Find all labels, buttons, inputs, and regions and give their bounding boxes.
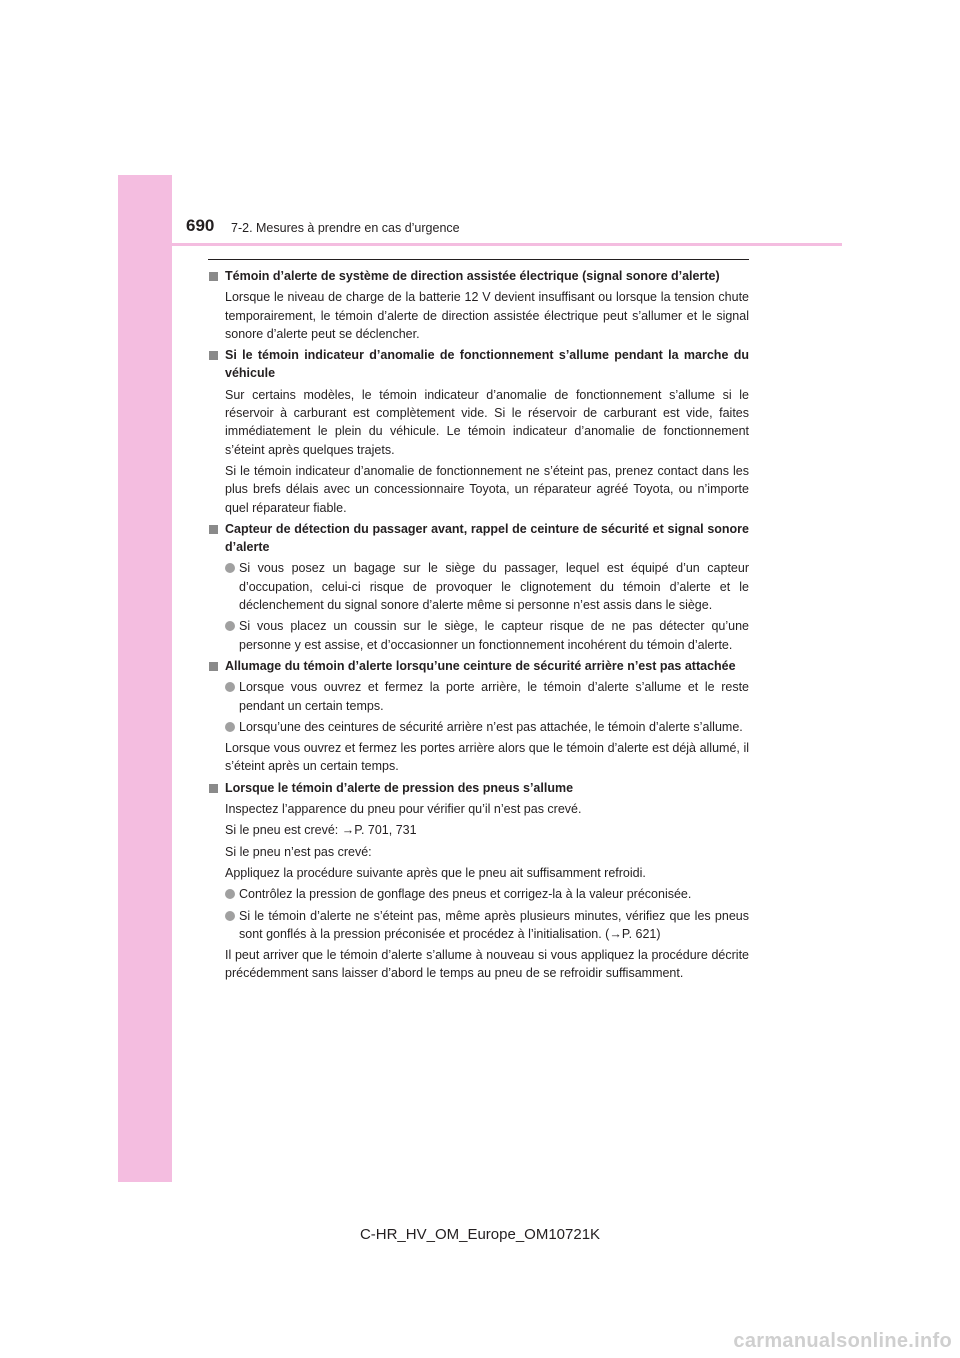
watermark-logo: carmanualsonline.info — [733, 1330, 952, 1352]
section-heading-text: Lorsque le témoin d’alerte de pression des pneus s’allume — [225, 780, 574, 795]
section-heading-text: Témoin d’alerte de système de direction assistée électrique (signal sonore d’alerte) — [225, 269, 720, 283]
content-rule — [208, 259, 749, 260]
paragraph: Inspectez l’apparence du pneu pour vérifier qu’il n’est pas crevé. — [225, 802, 582, 817]
section-heading-text: Capteur de détection du passager avant, rappel de ceinture de sécurité et signal sonore d’alerte — [225, 521, 749, 555]
bullet-item — [208, 678, 749, 715]
circle-bullet-icon — [225, 621, 235, 631]
bullet-item — [208, 907, 749, 944]
circle-bullet-icon — [225, 911, 235, 921]
square-bullet-icon — [209, 662, 218, 671]
paragraph: Sur certains modèles, le témoin indicateur d’anomalie de fonctionnement s’allume si le réservoir à carburant est complètement vide. Si le réservoir de carburant est vide, faites immédiatement le plein du véhicule. Le témoin indicateur d’anomalie de fonctionnement s’éteint après quelques trajets. — [225, 387, 749, 457]
section-heading — [208, 267, 749, 285]
square-bullet-icon — [209, 784, 218, 793]
square-bullet-icon — [209, 272, 218, 281]
bullet-item — [208, 885, 749, 903]
section-heading — [208, 657, 749, 675]
bullet-text: Si le témoin d’alerte ne s’éteint pas, même après plusieurs minutes, vérifiez que les pneus sont gonflés à la pression préconisée et procédez à l’initialisation. (→P. 621) — [239, 908, 749, 941]
paragraph: Si le pneu est crevé: →P. 701, 731 — [225, 823, 417, 838]
bullet-text: Si vous posez un bagage sur le siège du passager, lequel est équipé d’un capteur d’occupation, celui-ci risque de provoquer le clignotement du témoin d’alerte et le déclenchement du signal sonore d’alerte même si personne n’est assis dans le siège. — [239, 561, 749, 613]
bullet-text: Contrôlez la pression de gonflage des pneus et corrigez-la à la valeur préconisée. — [239, 887, 692, 902]
paragraph: Appliquez la procédure suivante après que le pneu ait suffisamment refroidi. — [225, 865, 646, 880]
bullet-item — [208, 718, 749, 736]
paragraph: Si le témoin indicateur d’anomalie de fonctionnement ne s’éteint pas, prenez contact dans les plus brefs délais avec un concessionnaire Toyota, un réparateur agréé Toyota, ou n’importe quel réparateur fiable. — [225, 463, 749, 515]
square-bullet-icon — [209, 351, 218, 360]
bullet-item — [208, 559, 749, 614]
page-number: 690 — [186, 216, 215, 235]
square-bullet-icon — [209, 525, 218, 534]
content-body — [208, 267, 749, 983]
bullet-item — [208, 617, 749, 654]
bullet-text: Si vous placez un coussin sur le siège, le capteur risque de ne pas détecter qu’une personne y est assise, et d’occasionner un fonctionnement incohérent du témoin d’alerte. — [239, 619, 749, 652]
circle-bullet-icon — [225, 682, 235, 692]
chapter-title: 7-2. Mesures à prendre en cas d’urgence — [231, 221, 460, 235]
paragraph: Lorsque vous ouvrez et fermez les portes arrière alors que le témoin d’alerte est déjà allumé, il s’éteint après un certain temps. — [225, 741, 749, 774]
section-heading — [208, 520, 749, 557]
paragraph: Il peut arriver que le témoin d’alerte s’allume à nouveau si vous appliquez la procédure décrite précédemment sans laisser d’abord le temps au pneu de se refroidir suffisamment. — [225, 948, 749, 981]
circle-bullet-icon — [225, 722, 235, 732]
circle-bullet-icon — [225, 889, 235, 899]
header-rule — [172, 243, 842, 246]
chapter-sidebar-tab — [118, 175, 172, 1182]
bullet-text: Lorsqu’une des ceintures de sécurité arrière n’est pas attachée, le témoin d’alerte s’allume. — [239, 719, 743, 734]
bullet-text: Lorsque vous ouvrez et fermez la porte arrière, le témoin d’alerte s’allume et le reste pendant un certain temps. — [239, 680, 749, 713]
section-heading — [208, 346, 749, 383]
section-heading-text: Allumage du témoin d’alerte lorsqu’une ceinture de sécurité arrière n’est pas attachée — [225, 658, 736, 673]
paragraph: Lorsque le niveau de charge de la batterie 12 V devient insuffisant ou lorsque la tension chute temporairement, le témoin d’alerte de direction assistée électrique peut s’allumer et le signal sonore d’alerte peut se déclencher. — [225, 290, 749, 341]
section-heading — [208, 779, 749, 797]
circle-bullet-icon — [225, 563, 235, 573]
paragraph: Si le pneu n’est pas crevé: — [225, 844, 372, 859]
footer-doc-code: C-HR_HV_OM_Europe_OM10721K — [359, 1226, 601, 1243]
section-heading-text: Si le témoin indicateur d’anomalie de fonctionnement s’allume pendant la marche du véhicule — [225, 348, 749, 381]
